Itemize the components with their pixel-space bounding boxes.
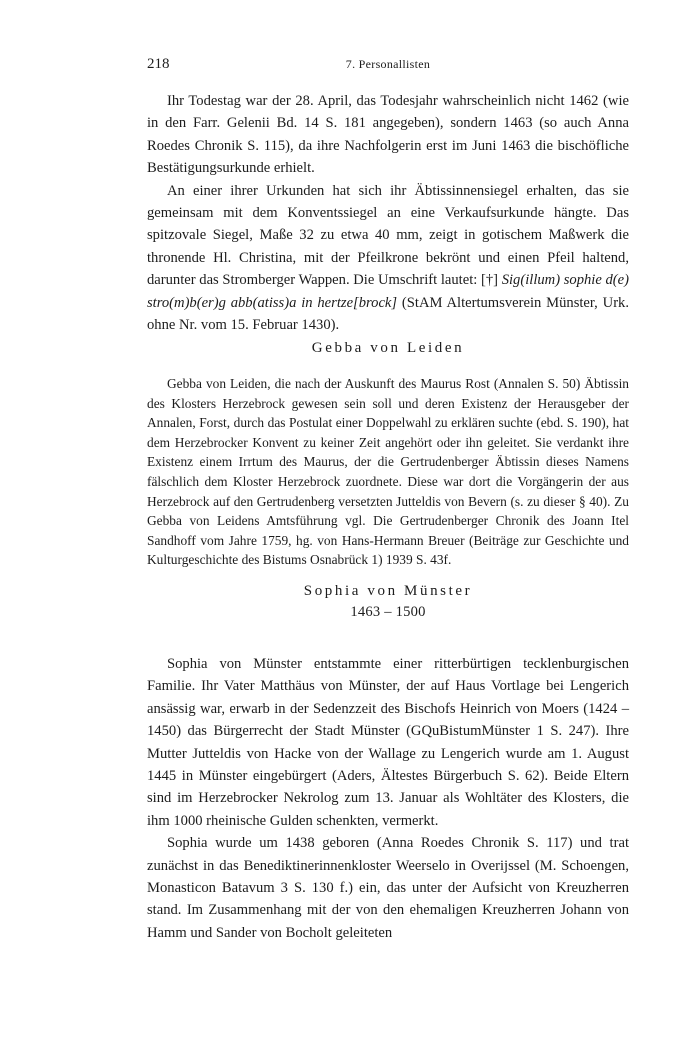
paragraph-sophia-family: Sophia von Münster entstammte einer ritterbürtigen tecklenburgischen Familie. Ihr Vater Matthäus von Münster, der auf Haus Vortlage bei Lengerich ansässig war, erwarb in der Sedenzzeit des Bischofs Heinrich von Moers (1424 – 1450) das Bürgerrecht der Stadt Münster (GQuBistumMünster 1 S. 247). Ihre Mutter Jutteldis von Hacke von der Wallage zu Lengerich wurde am 1. August 1445 in Münster eingebürgert (Aders, Ältestes Bürgerbuch S. 62). Beide Eltern sind im Herzebrocker Nekrolog zum 13. Januar als Wohltäter des Klosters, die ihm 1000 rheinische Gulden schenkten, vermerkt. (147, 656, 629, 829)
heading-sophia-years: 1463 – 1500 (350, 604, 426, 620)
seal-inscription: Sig(illum) sophie d(e) stro(m)b(er)g abb(atiss)a in hertze[brock] (147, 272, 630, 311)
page-number: 218 (147, 56, 170, 72)
section-continuation (147, 90, 629, 336)
running-head: 7. Personallisten (345, 57, 431, 71)
heading-sophia: Sophia von Münster (303, 583, 473, 599)
paragraph-gebba: Gebba von Leiden, die nach der Auskunft des Maurus Rost (Annalen S. 50) Äbtissin des Klosters Herzebrock gewesen sein soll und deren Existenz der Herausgeber der Annalen, Forst, durch das Postulat einer Doppelwahl zu erklären suchte (ebd. S. 190), hat dem Herzebrocker Konvent zu keiner Zeit angehört oder ihn geleitet. Sie verdankt ihre Existenz einem Irrtum des Maurus, der die Gertrudenberger Äbtissin dieses Namens fälschlich dem Kloster Herzebrock zuordnete. Diese war dort die Vorgängerin der aus Herzebrock auf den Gertrudenberg versetzten Jutteldis von Bevern (s. zu dieser § 40). Zu Gebba von Leidens Amtsführung vgl. Die Gertrudenberger Chronik des Joann Itel Sandhoff vom Jahre 1759, hg. von Hans-Hermann Breuer (Beiträge zur Geschichte und Kulturgeschichte des Bistums Osnabrück 1) 1939 S. 43f. (147, 376, 629, 568)
seal-text-start: An einer ihrer Urkunden hat sich ihr Äbtissinnensiegel erhalten, das sie gemeinsam mit dem Konventssiegel an eine Verkaufsurkunde hängte. Das spitzovale Siegel, Maße 32 zu etwa 40 mm, zeigt in gotischem Maßwerk die thronende Hl. Christina, mit der Pfeilkrone bekrönt und einen Pfeil haltend, darunter das Stromberger Wappen. Die Umschrift lautet: [†] (147, 182, 629, 289)
seal-text-end: (StAM Altertumsverein Münster, Urk. ohne Nr. vom 15. Februar 1430). (147, 294, 629, 334)
section-sophia (147, 653, 629, 944)
paragraph-sophia-birth: Sophia wurde um 1438 geboren (Anna Roedes Chronik S. 117) und trat zunächst in das Benediktinerinnenkloster Weerselo in Overijssel (M. Schoengen, Monasticon Batavum 3 S. 130 f.) ein, das unter der Aufsicht von Kreuzherren stand. Im Zusammenhang mit der von den ehemaligen Kreuzherren Johann von Hamm und Sander von Bocholt geleiteten (147, 835, 629, 941)
paragraph-death-date: Ihr Todestag war der 28. April, das Todesjahr wahrscheinlich nicht 1462 (wie in den Farr. Gelenii Bd. 14 S. 181 angegeben), sondern 1463 (so auch Anna Roedes Chronik S. 115), da ihre Nachfolgerin erst im Juni 1463 die bischöfliche Bestätigungsurkunde erhielt. (147, 93, 629, 177)
section-gebba (147, 374, 629, 570)
page-header (147, 56, 629, 74)
heading-gebba: Gebba von Leiden (311, 340, 465, 356)
paragraph-seal (147, 180, 629, 337)
